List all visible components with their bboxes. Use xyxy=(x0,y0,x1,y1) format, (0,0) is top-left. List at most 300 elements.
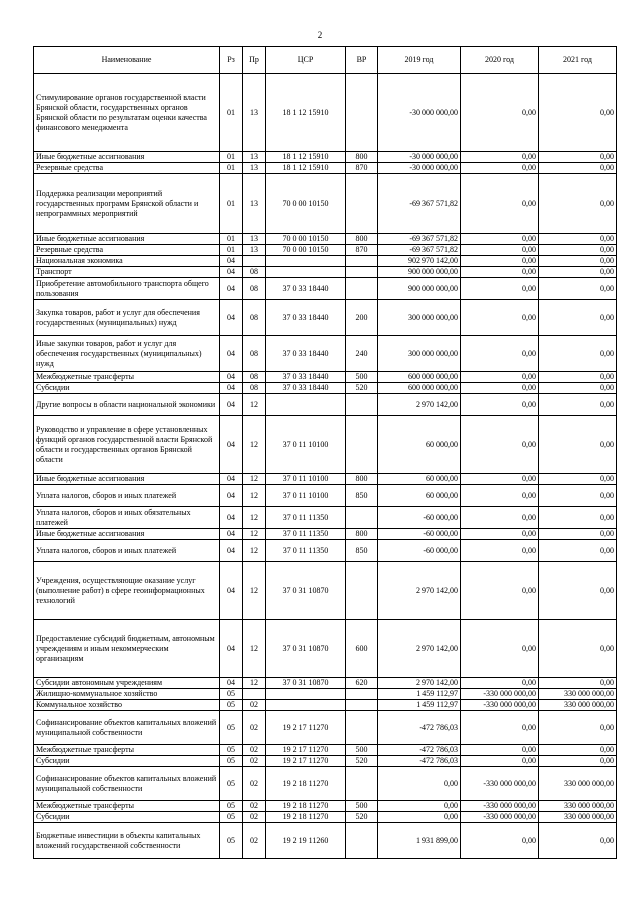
row-rz-cell: 04 xyxy=(220,620,243,678)
row-pr-cell xyxy=(243,256,266,267)
row-csr-cell xyxy=(266,700,346,711)
row-2020-cell: 0,00 xyxy=(461,372,539,383)
row-name-cell: Межбюджетные трансферты xyxy=(34,372,220,383)
row-2020-cell: 0,00 xyxy=(461,300,539,336)
table-row xyxy=(34,474,617,485)
row-vr-cell: 500 xyxy=(346,745,378,756)
table-row xyxy=(34,711,617,745)
row-2019-cell: 2 970 142,00 xyxy=(378,394,461,416)
row-pr-cell: 12 xyxy=(243,678,266,689)
col-header-csr: ЦСР xyxy=(266,47,346,74)
row-rz-cell: 04 xyxy=(220,300,243,336)
row-rz-cell: 05 xyxy=(220,711,243,745)
table-row xyxy=(34,234,617,245)
row-name-cell: Национальная экономика xyxy=(34,256,220,267)
row-2021-cell: 0,00 xyxy=(539,256,617,267)
row-2021-cell: 0,00 xyxy=(539,678,617,689)
row-vr-cell xyxy=(346,174,378,234)
row-2019-cell: 0,00 xyxy=(378,812,461,823)
col-header-rz: Рз xyxy=(220,47,243,74)
row-rz-cell: 04 xyxy=(220,394,243,416)
row-csr-cell: 19 2 19 11260 xyxy=(266,823,346,859)
row-pr-cell: 13 xyxy=(243,234,266,245)
row-rz-cell: 05 xyxy=(220,801,243,812)
row-2020-cell: -330 000 000,00 xyxy=(461,689,539,700)
row-2021-cell: 0,00 xyxy=(539,711,617,745)
row-vr-cell xyxy=(346,689,378,700)
row-pr-cell: 12 xyxy=(243,529,266,540)
row-name-cell: Иные бюджетные ассигнования xyxy=(34,152,220,163)
row-2019-cell: 2 970 142,00 xyxy=(378,678,461,689)
row-2021-cell: 0,00 xyxy=(539,745,617,756)
row-rz-cell: 01 xyxy=(220,152,243,163)
row-2020-cell: 0,00 xyxy=(461,540,539,562)
row-2021-cell: 0,00 xyxy=(539,245,617,256)
row-vr-cell xyxy=(346,267,378,278)
row-vr-cell xyxy=(346,74,378,152)
row-vr-cell: 520 xyxy=(346,756,378,767)
row-2020-cell: 0,00 xyxy=(461,416,539,474)
row-2020-cell: 0,00 xyxy=(461,711,539,745)
table-row xyxy=(34,812,617,823)
row-csr-cell: 19 2 18 11270 xyxy=(266,767,346,801)
row-pr-cell: 08 xyxy=(243,300,266,336)
row-pr-cell xyxy=(243,689,266,700)
row-pr-cell: 13 xyxy=(243,163,266,174)
row-name-cell: Бюджетные инвестиции в объекты капитальных вложений государственной собственности xyxy=(34,823,220,859)
row-2019-cell: 60 000,00 xyxy=(378,416,461,474)
row-csr-cell: 37 0 11 11350 xyxy=(266,529,346,540)
row-name-cell: Руководство и управление в сфере установленных функций органов государственной власти Брянской области и государственных органов Брянской области xyxy=(34,416,220,474)
row-pr-cell: 08 xyxy=(243,383,266,394)
row-2021-cell: 0,00 xyxy=(539,336,617,372)
row-2019-cell: -60 000,00 xyxy=(378,540,461,562)
row-2021-cell: 0,00 xyxy=(539,163,617,174)
budget-table xyxy=(33,46,617,859)
row-vr-cell: 850 xyxy=(346,485,378,507)
row-2021-cell: 0,00 xyxy=(539,485,617,507)
row-2019-cell: 300 000 000,00 xyxy=(378,336,461,372)
row-name-cell: Резервные средства xyxy=(34,163,220,174)
row-2021-cell: 330 000 000,00 xyxy=(539,812,617,823)
row-vr-cell: 240 xyxy=(346,336,378,372)
row-rz-cell: 01 xyxy=(220,163,243,174)
row-2021-cell: 0,00 xyxy=(539,383,617,394)
row-2020-cell: 0,00 xyxy=(461,823,539,859)
row-2021-cell: 0,00 xyxy=(539,540,617,562)
col-header-name: Наименование xyxy=(34,47,220,74)
row-2020-cell: 0,00 xyxy=(461,278,539,300)
table-row xyxy=(34,416,617,474)
row-pr-cell: 02 xyxy=(243,711,266,745)
row-2020-cell: 0,00 xyxy=(461,245,539,256)
row-2020-cell: -330 000 000,00 xyxy=(461,700,539,711)
row-name-cell: Субсидии автономным учреждениям xyxy=(34,678,220,689)
row-csr-cell xyxy=(266,689,346,700)
row-vr-cell: 620 xyxy=(346,678,378,689)
row-name-cell: Субсидии xyxy=(34,812,220,823)
row-rz-cell: 05 xyxy=(220,756,243,767)
row-rz-cell: 01 xyxy=(220,245,243,256)
table-row xyxy=(34,529,617,540)
table-row xyxy=(34,256,617,267)
row-vr-cell: 870 xyxy=(346,163,378,174)
row-rz-cell: 04 xyxy=(220,485,243,507)
row-csr-cell: 37 0 33 18440 xyxy=(266,383,346,394)
row-2019-cell: -30 000 000,00 xyxy=(378,74,461,152)
row-2019-cell: 600 000 000,00 xyxy=(378,383,461,394)
row-name-cell: Иные закупки товаров, работ и услуг для обеспечения государственных (муниципальных) нужд xyxy=(34,336,220,372)
row-vr-cell: 800 xyxy=(346,152,378,163)
table-row xyxy=(34,689,617,700)
row-2019-cell: 900 000 000,00 xyxy=(378,267,461,278)
row-2020-cell: 0,00 xyxy=(461,152,539,163)
row-vr-cell xyxy=(346,767,378,801)
table-row xyxy=(34,383,617,394)
table-row xyxy=(34,394,617,416)
row-csr-cell: 37 0 11 11350 xyxy=(266,507,346,529)
row-name-cell: Коммунальное хозяйство xyxy=(34,700,220,711)
row-name-cell: Поддержка реализации мероприятий государственных программ Брянской области и непрограммных мероприятий xyxy=(34,174,220,234)
row-pr-cell: 12 xyxy=(243,562,266,620)
table-row xyxy=(34,620,617,678)
row-2021-cell: 0,00 xyxy=(539,562,617,620)
row-vr-cell: 800 xyxy=(346,474,378,485)
col-header-2020: 2020 год xyxy=(461,47,539,74)
row-name-cell: Транспорт xyxy=(34,267,220,278)
row-2019-cell: 1 459 112,97 xyxy=(378,689,461,700)
row-pr-cell: 13 xyxy=(243,74,266,152)
row-rz-cell: 01 xyxy=(220,174,243,234)
row-csr-cell: 18 1 12 15910 xyxy=(266,163,346,174)
row-2020-cell: -330 000 000,00 xyxy=(461,812,539,823)
table-row xyxy=(34,745,617,756)
row-csr-cell: 37 0 31 10870 xyxy=(266,562,346,620)
row-2021-cell: 0,00 xyxy=(539,507,617,529)
row-rz-cell: 01 xyxy=(220,234,243,245)
row-rz-cell: 05 xyxy=(220,823,243,859)
row-name-cell: Стимулирование органов государственной власти Брянской области, государственных органов Брянской области по результатам оценки качества финансового менеджмента xyxy=(34,74,220,152)
row-2019-cell: -60 000,00 xyxy=(378,507,461,529)
row-2021-cell: 0,00 xyxy=(539,174,617,234)
row-csr-cell: 19 2 18 11270 xyxy=(266,801,346,812)
table-row xyxy=(34,678,617,689)
row-name-cell: Софинансирование объектов капитальных вложений муниципальной собственности xyxy=(34,767,220,801)
row-name-cell: Софинансирование объектов капитальных вложений муниципальной собственности xyxy=(34,711,220,745)
row-vr-cell: 870 xyxy=(346,245,378,256)
row-rz-cell: 04 xyxy=(220,507,243,529)
row-pr-cell: 12 xyxy=(243,620,266,678)
row-2019-cell: 2 970 142,00 xyxy=(378,562,461,620)
row-pr-cell: 13 xyxy=(243,152,266,163)
row-2019-cell: 0,00 xyxy=(378,801,461,812)
row-2021-cell: 0,00 xyxy=(539,620,617,678)
row-vr-cell xyxy=(346,711,378,745)
row-name-cell: Уплата налогов, сборов и иных платежей xyxy=(34,485,220,507)
row-rz-cell: 04 xyxy=(220,256,243,267)
row-csr-cell: 70 0 00 10150 xyxy=(266,174,346,234)
row-pr-cell: 02 xyxy=(243,801,266,812)
row-pr-cell: 12 xyxy=(243,394,266,416)
row-vr-cell xyxy=(346,416,378,474)
row-csr-cell: 19 2 17 11270 xyxy=(266,745,346,756)
row-vr-cell: 800 xyxy=(346,529,378,540)
row-2021-cell: 0,00 xyxy=(539,372,617,383)
row-2019-cell: -69 367 571,82 xyxy=(378,245,461,256)
table-row xyxy=(34,562,617,620)
row-pr-cell: 13 xyxy=(243,174,266,234)
row-csr-cell: 37 0 33 18440 xyxy=(266,278,346,300)
row-2020-cell: 0,00 xyxy=(461,745,539,756)
row-rz-cell: 04 xyxy=(220,336,243,372)
row-csr-cell: 18 1 12 15910 xyxy=(266,152,346,163)
row-2020-cell: -330 000 000,00 xyxy=(461,801,539,812)
row-rz-cell: 04 xyxy=(220,416,243,474)
row-2021-cell: 0,00 xyxy=(539,300,617,336)
row-csr-cell: 37 0 11 10100 xyxy=(266,416,346,474)
row-2019-cell: 1 459 112,97 xyxy=(378,700,461,711)
row-rz-cell: 01 xyxy=(220,74,243,152)
table-row xyxy=(34,823,617,859)
row-pr-cell: 08 xyxy=(243,336,266,372)
row-2019-cell: -69 367 571,82 xyxy=(378,234,461,245)
table-row xyxy=(34,507,617,529)
row-csr-cell: 37 0 33 18440 xyxy=(266,300,346,336)
row-2020-cell: 0,00 xyxy=(461,678,539,689)
row-pr-cell: 08 xyxy=(243,267,266,278)
row-2020-cell: 0,00 xyxy=(461,485,539,507)
col-header-2021: 2021 год xyxy=(539,47,617,74)
row-2020-cell: 0,00 xyxy=(461,234,539,245)
row-csr-cell: 18 1 12 15910 xyxy=(266,74,346,152)
row-csr-cell xyxy=(266,256,346,267)
row-2019-cell: 902 970 142,00 xyxy=(378,256,461,267)
row-2021-cell: 0,00 xyxy=(539,416,617,474)
table-row xyxy=(34,485,617,507)
row-rz-cell: 04 xyxy=(220,267,243,278)
row-vr-cell: 200 xyxy=(346,300,378,336)
row-2019-cell: 600 000 000,00 xyxy=(378,372,461,383)
row-2019-cell: 60 000,00 xyxy=(378,485,461,507)
row-name-cell: Межбюджетные трансферты xyxy=(34,745,220,756)
row-2019-cell: -60 000,00 xyxy=(378,529,461,540)
row-csr-cell: 37 0 33 18440 xyxy=(266,336,346,372)
row-2021-cell: 330 000 000,00 xyxy=(539,767,617,801)
row-csr-cell: 19 2 18 11270 xyxy=(266,812,346,823)
table-row xyxy=(34,336,617,372)
row-name-cell: Учреждения, осуществляющие оказание услуг (выполнение работ) в сфере геоинформационных технологий xyxy=(34,562,220,620)
row-pr-cell: 12 xyxy=(243,540,266,562)
table-row xyxy=(34,174,617,234)
row-name-cell: Иные бюджетные ассигнования xyxy=(34,234,220,245)
table-row xyxy=(34,756,617,767)
row-2019-cell: 60 000,00 xyxy=(378,474,461,485)
row-2021-cell: 0,00 xyxy=(539,474,617,485)
row-rz-cell: 05 xyxy=(220,745,243,756)
row-2021-cell: 0,00 xyxy=(539,152,617,163)
row-csr-cell: 19 2 17 11270 xyxy=(266,711,346,745)
row-vr-cell xyxy=(346,507,378,529)
table-row xyxy=(34,700,617,711)
row-name-cell: Иные бюджетные ассигнования xyxy=(34,474,220,485)
row-rz-cell: 05 xyxy=(220,700,243,711)
row-pr-cell: 02 xyxy=(243,756,266,767)
row-2019-cell: -472 786,03 xyxy=(378,745,461,756)
row-vr-cell: 520 xyxy=(346,812,378,823)
row-2021-cell: 0,00 xyxy=(539,394,617,416)
row-name-cell: Другие вопросы в области национальной экономики xyxy=(34,394,220,416)
row-rz-cell: 04 xyxy=(220,540,243,562)
row-vr-cell: 520 xyxy=(346,383,378,394)
row-rz-cell: 04 xyxy=(220,474,243,485)
row-rz-cell: 04 xyxy=(220,383,243,394)
row-rz-cell: 04 xyxy=(220,372,243,383)
row-name-cell: Иные бюджетные ассигнования xyxy=(34,529,220,540)
row-vr-cell: 500 xyxy=(346,372,378,383)
row-csr-cell: 37 0 33 18440 xyxy=(266,372,346,383)
row-pr-cell: 12 xyxy=(243,416,266,474)
row-rz-cell: 04 xyxy=(220,529,243,540)
row-vr-cell xyxy=(346,256,378,267)
row-2019-cell: -30 000 000,00 xyxy=(378,163,461,174)
table-row xyxy=(34,540,617,562)
row-vr-cell: 500 xyxy=(346,801,378,812)
row-name-cell: Резервные средства xyxy=(34,245,220,256)
row-pr-cell: 02 xyxy=(243,767,266,801)
row-vr-cell: 850 xyxy=(346,540,378,562)
row-pr-cell: 02 xyxy=(243,745,266,756)
row-2021-cell: 330 000 000,00 xyxy=(539,801,617,812)
row-2020-cell: 0,00 xyxy=(461,474,539,485)
col-header-pr: Пр xyxy=(243,47,266,74)
row-2020-cell: 0,00 xyxy=(461,74,539,152)
row-vr-cell: 600 xyxy=(346,620,378,678)
table-body xyxy=(34,74,617,859)
row-pr-cell: 02 xyxy=(243,823,266,859)
row-vr-cell xyxy=(346,394,378,416)
row-2021-cell: 0,00 xyxy=(539,278,617,300)
row-2020-cell: -330 000 000,00 xyxy=(461,767,539,801)
row-name-cell: Предоставление субсидий бюджетным, автономным учреждениям и иным некоммерческим организациям xyxy=(34,620,220,678)
row-2021-cell: 0,00 xyxy=(539,234,617,245)
row-rz-cell: 05 xyxy=(220,767,243,801)
table-row xyxy=(34,267,617,278)
row-2019-cell: -30 000 000,00 xyxy=(378,152,461,163)
row-csr-cell: 19 2 17 11270 xyxy=(266,756,346,767)
row-name-cell: Субсидии xyxy=(34,756,220,767)
row-2021-cell: 330 000 000,00 xyxy=(539,700,617,711)
table-row xyxy=(34,163,617,174)
row-pr-cell: 08 xyxy=(243,278,266,300)
page-number: 2 xyxy=(317,30,323,40)
table-row xyxy=(34,372,617,383)
row-2019-cell: 900 000 000,00 xyxy=(378,278,461,300)
row-name-cell: Приобретение автомобильного транспорта общего пользования xyxy=(34,278,220,300)
row-rz-cell: 05 xyxy=(220,812,243,823)
row-2020-cell: 0,00 xyxy=(461,562,539,620)
row-csr-cell: 70 0 00 10150 xyxy=(266,245,346,256)
row-vr-cell xyxy=(346,823,378,859)
row-vr-cell: 800 xyxy=(346,234,378,245)
row-csr-cell: 37 0 11 11350 xyxy=(266,540,346,562)
row-pr-cell: 12 xyxy=(243,507,266,529)
row-2020-cell: 0,00 xyxy=(461,507,539,529)
row-vr-cell xyxy=(346,700,378,711)
table-row xyxy=(34,74,617,152)
row-pr-cell: 13 xyxy=(243,245,266,256)
row-csr-cell: 37 0 11 10100 xyxy=(266,485,346,507)
row-2021-cell: 0,00 xyxy=(539,267,617,278)
row-2020-cell: 0,00 xyxy=(461,383,539,394)
row-rz-cell: 05 xyxy=(220,689,243,700)
row-2020-cell: 0,00 xyxy=(461,267,539,278)
row-vr-cell xyxy=(346,562,378,620)
row-csr-cell: 37 0 11 10100 xyxy=(266,474,346,485)
row-2020-cell: 0,00 xyxy=(461,336,539,372)
table-header-row xyxy=(34,47,617,74)
row-2019-cell: 0,00 xyxy=(378,767,461,801)
row-csr-cell: 37 0 31 10870 xyxy=(266,678,346,689)
row-2021-cell: 0,00 xyxy=(539,529,617,540)
row-2020-cell: 0,00 xyxy=(461,756,539,767)
row-2020-cell: 0,00 xyxy=(461,174,539,234)
row-csr-cell xyxy=(266,394,346,416)
row-rz-cell: 04 xyxy=(220,278,243,300)
row-pr-cell: 12 xyxy=(243,485,266,507)
row-pr-cell: 02 xyxy=(243,700,266,711)
row-2020-cell: 0,00 xyxy=(461,163,539,174)
row-name-cell: Уплата налогов, сборов и иных обязательных платежей xyxy=(34,507,220,529)
table-row xyxy=(34,152,617,163)
table-row xyxy=(34,300,617,336)
row-csr-cell: 70 0 00 10150 xyxy=(266,234,346,245)
row-name-cell: Межбюджетные трансферты xyxy=(34,801,220,812)
row-csr-cell xyxy=(266,267,346,278)
row-2019-cell: -472 786,03 xyxy=(378,711,461,745)
row-2020-cell: 0,00 xyxy=(461,256,539,267)
row-2021-cell: 0,00 xyxy=(539,756,617,767)
row-rz-cell: 04 xyxy=(220,678,243,689)
row-pr-cell: 12 xyxy=(243,474,266,485)
col-header-vr: ВР xyxy=(346,47,378,74)
row-rz-cell: 04 xyxy=(220,562,243,620)
row-name-cell: Жилищно-коммунальное хозяйство xyxy=(34,689,220,700)
row-2021-cell: 0,00 xyxy=(539,74,617,152)
row-2019-cell: 2 970 142,00 xyxy=(378,620,461,678)
row-name-cell: Закупка товаров, работ и услуг для обеспечения государственных (муниципальных) нужд xyxy=(34,300,220,336)
row-2019-cell: -472 786,03 xyxy=(378,756,461,767)
row-vr-cell xyxy=(346,278,378,300)
row-2021-cell: 330 000 000,00 xyxy=(539,689,617,700)
row-2020-cell: 0,00 xyxy=(461,394,539,416)
table-row xyxy=(34,278,617,300)
row-2020-cell: 0,00 xyxy=(461,529,539,540)
row-2019-cell: 300 000 000,00 xyxy=(378,300,461,336)
row-pr-cell: 08 xyxy=(243,372,266,383)
row-pr-cell: 02 xyxy=(243,812,266,823)
table-row xyxy=(34,767,617,801)
row-csr-cell: 37 0 31 10870 xyxy=(266,620,346,678)
row-2021-cell: 0,00 xyxy=(539,823,617,859)
row-2019-cell: 1 931 899,00 xyxy=(378,823,461,859)
row-2020-cell: 0,00 xyxy=(461,620,539,678)
table-row xyxy=(34,801,617,812)
table-row xyxy=(34,245,617,256)
row-name-cell: Субсидии xyxy=(34,383,220,394)
row-name-cell: Уплата налогов, сборов и иных платежей xyxy=(34,540,220,562)
row-2019-cell: -69 367 571,82 xyxy=(378,174,461,234)
col-header-2019: 2019 год xyxy=(378,47,461,74)
